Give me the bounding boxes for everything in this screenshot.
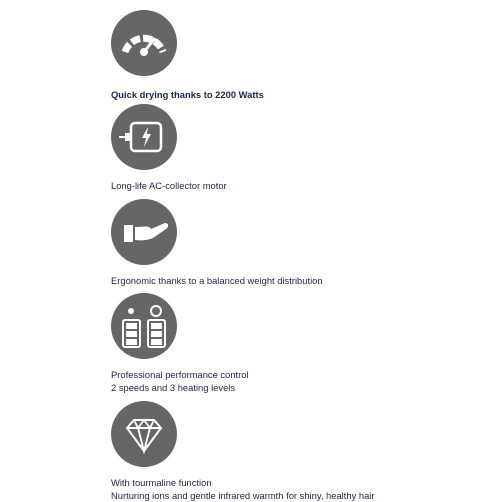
control-panel-icon bbox=[111, 293, 177, 359]
speedometer-icon bbox=[111, 10, 177, 76]
feature-quick-drying bbox=[111, 10, 264, 101]
feature-tourmaline bbox=[111, 401, 375, 502]
hand-icon bbox=[111, 199, 177, 265]
feature-motor bbox=[111, 104, 227, 192]
feature-text: Long-life AC-collector motor bbox=[111, 180, 227, 191]
feature-ergonomic bbox=[111, 199, 323, 287]
feature-text: Quick drying thanks to 2200 Watts bbox=[111, 89, 264, 100]
motor-icon bbox=[111, 104, 177, 170]
feature-text: With tourmaline function Nurturing ions and gentle infrared warmth for shiny, healthy hair bbox=[111, 477, 375, 501]
feature-text: Professional performance control 2 speeds and 3 heating levels bbox=[111, 369, 249, 393]
diamond-icon bbox=[111, 401, 177, 467]
feature-text: Ergonomic thanks to a balanced weight distribution bbox=[111, 275, 323, 286]
feature-performance-control bbox=[111, 293, 249, 394]
